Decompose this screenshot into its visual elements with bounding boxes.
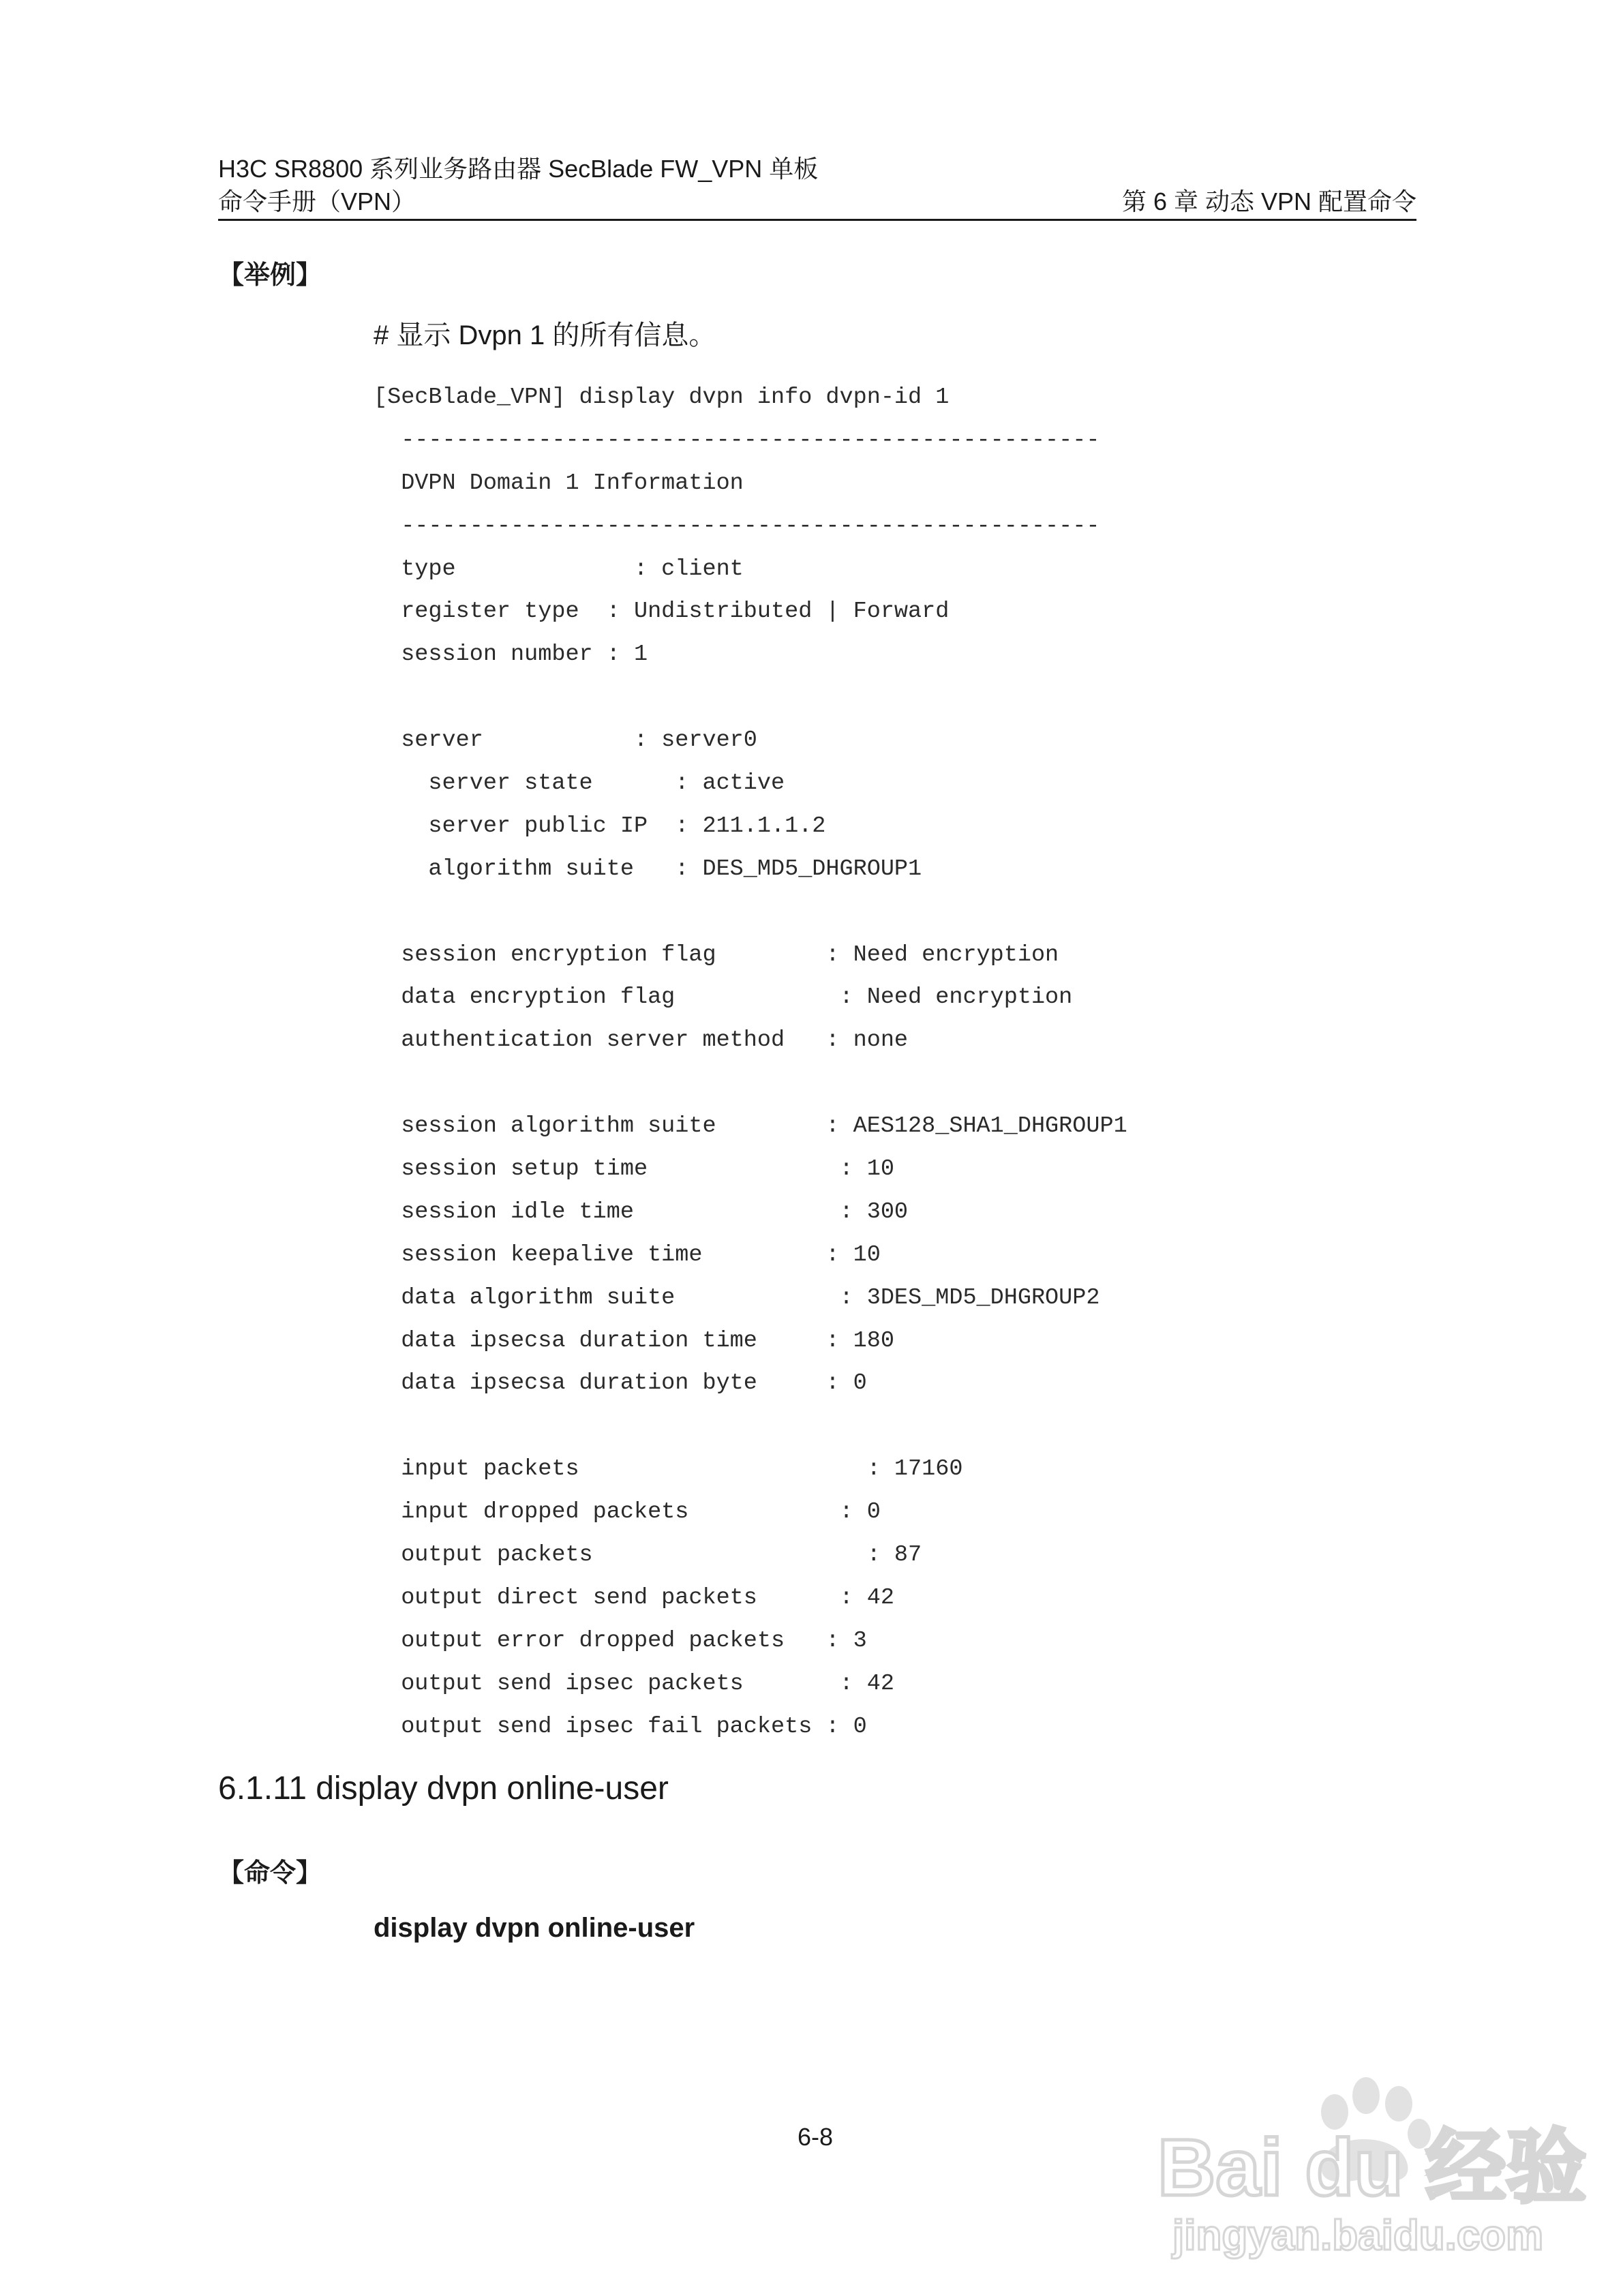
code-line: --------------------------------------------------- — [374, 427, 1100, 453]
code-line: register type : Undistributed | Forward — [374, 599, 950, 625]
code-line: output error dropped packets : 3 — [374, 1627, 867, 1654]
code-line: DVPN Domain 1 Information — [374, 470, 744, 496]
code-line: server state : active — [374, 770, 785, 797]
example-label: 【举例】 — [218, 261, 322, 290]
example-description: # 显示 Dvpn 1 的所有信息。 — [374, 320, 716, 350]
header-divider — [218, 219, 1416, 221]
code-line: server : server0 — [374, 727, 757, 754]
code-line: session idle time : 300 — [374, 1198, 909, 1225]
code-line — [374, 891, 1127, 934]
code-line: --------------------------------------------------- — [374, 513, 1100, 539]
page-header — [218, 153, 1416, 218]
code-line: [SecBlade_VPN] display dvpn info dvpn-id 1 — [374, 384, 950, 410]
baidu-jingyan-watermark — [1152, 2066, 1587, 2270]
watermark-url: jingyan.baidu.com — [1172, 2212, 1544, 2259]
code-line: session keepalive time : 10 — [374, 1241, 881, 1268]
code-line: data encryption flag : Need encryption — [374, 984, 1073, 1011]
header-title: H3C SR8800 系列业务路由器 SecBlade FW_VPN 单板 — [218, 155, 819, 183]
subsection-title: 6.1.11 display dvpn online-user — [218, 1770, 669, 1807]
code-line — [374, 1405, 1127, 1448]
command-syntax: display dvpn online-user — [374, 1913, 695, 1943]
code-line: algorithm suite : DES_MD5_DHGROUP1 — [374, 856, 922, 882]
code-line: data ipsecsa duration byte : 0 — [374, 1370, 867, 1397]
code-line: session algorithm suite : AES128_SHA1_DHGROUP1 — [374, 1113, 1127, 1140]
code-line: data algorithm suite : 3DES_MD5_DHGROUP2 — [374, 1284, 1100, 1311]
watermark-brand: Bai du 经验 — [1157, 2123, 1587, 2213]
code-block — [374, 376, 1127, 1749]
code-line — [374, 1062, 1127, 1105]
page-number: 6-8 — [798, 2123, 834, 2151]
code-line: output send ipsec packets : 42 — [374, 1670, 894, 1697]
code-line: input dropped packets : 0 — [374, 1499, 881, 1526]
code-line: session setup time : 10 — [374, 1156, 894, 1183]
code-line: session encryption flag : Need encryption — [374, 941, 1059, 968]
header-subtitle: 命令手册（VPN） — [218, 187, 416, 215]
code-line — [374, 676, 1127, 719]
code-line: type : client — [374, 556, 744, 582]
code-line: server public IP : 211.1.1.2 — [374, 813, 826, 839]
code-line: data ipsecsa duration time : 180 — [374, 1327, 894, 1354]
code-line: session number : 1 — [374, 641, 648, 668]
code-line: output send ipsec fail packets : 0 — [374, 1713, 867, 1740]
code-line: output packets : 87 — [374, 1542, 922, 1569]
header-chapter: 第 6 章 动态 VPN 配置命令 — [1121, 187, 1416, 215]
header-row — [218, 185, 1416, 218]
command-label: 【命令】 — [218, 1859, 322, 1888]
code-line: input packets : 17160 — [374, 1456, 963, 1483]
code-line: authentication server method : none — [374, 1027, 909, 1054]
code-line: output direct send packets : 42 — [374, 1584, 894, 1611]
